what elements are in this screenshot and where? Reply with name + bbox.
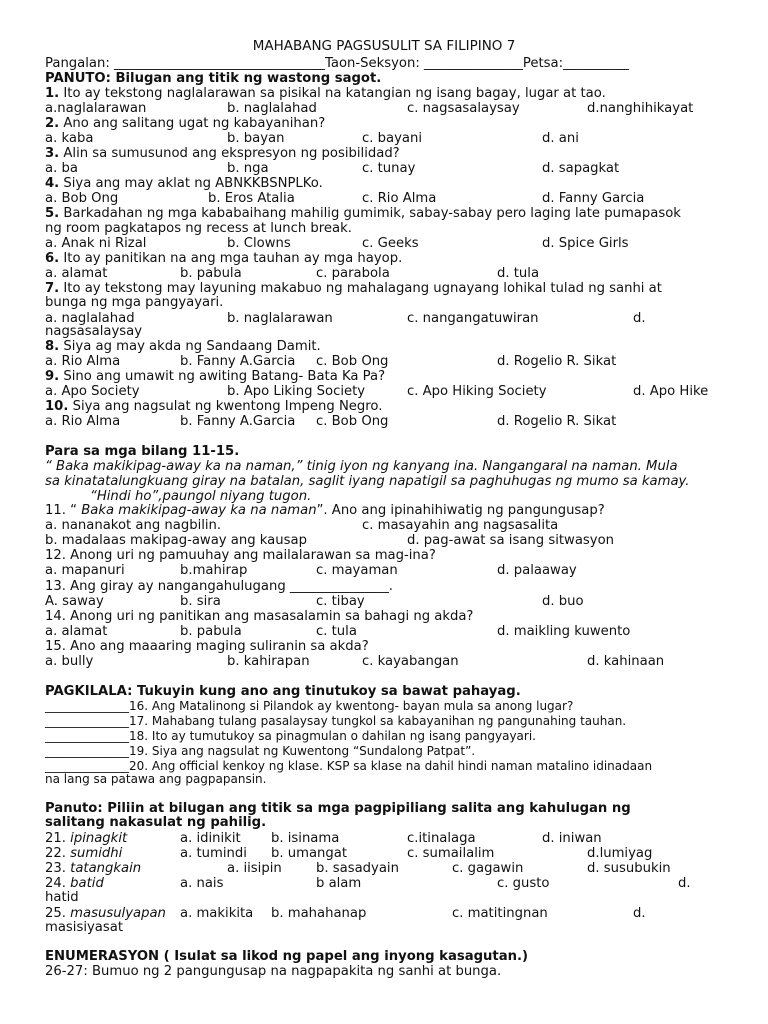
identification-item: ______________16. Ang Matalinong si Pilandok ay kwentong- bayan mula sa anong lugar? — [45, 699, 574, 713]
question-text: Siya ang may aklat ng ABNKKBSNPLKo. — [59, 176, 323, 191]
choice-b: b. Clowns — [227, 236, 291, 251]
choice-c: c. parabola — [316, 266, 390, 281]
choice-b: b. pabula — [180, 266, 242, 281]
vocab-word: 23. tatangkain — [45, 861, 142, 876]
choice-c: c. masayahin ang nagsasalita — [362, 518, 559, 533]
choice-d: d. susubukin — [587, 861, 671, 876]
choice-c: c. Apo Hiking Society — [407, 384, 547, 399]
choice-a: a. Anak ni Rizal — [45, 236, 147, 251]
choice-d: d.lumiyag — [587, 846, 653, 861]
passage-line-2: sa kinatatalungkuang giray na batalan, saglit iyang napatigil sa paghuhugas ng mumo sa kamay. — [45, 474, 690, 489]
question-8 — [45, 339, 321, 354]
choice-b: b alam — [316, 876, 362, 891]
question-number: 7. — [45, 281, 60, 296]
choice-a: a. alamat — [45, 624, 108, 639]
passage-line-3: “Hindi ho”,paungol niyang tugon. — [90, 489, 312, 504]
section-heading-vocabulary-continued: salitang nakasulat ng pahilig. — [45, 815, 267, 830]
question-number: 11. “ — [45, 503, 82, 518]
choice-b: b. nga — [227, 161, 269, 176]
choice-c: c. tula — [316, 624, 357, 639]
choice-d: d. Rogelio R. Sikat — [497, 414, 617, 429]
choice-d: d. — [633, 311, 646, 326]
choice-c: c. nagsasalaysay — [407, 101, 520, 116]
question-2 — [45, 116, 325, 131]
question-15: 15. Ano ang maaaring maging suliranin sa akda? — [45, 639, 369, 654]
question-3 — [45, 146, 400, 161]
choice-c: c. gusto — [497, 876, 550, 891]
choice-d-continued: nagsasalaysay — [45, 324, 143, 339]
choice-d: d. — [678, 876, 691, 891]
choice-a: a. Rio Alma — [45, 354, 121, 369]
section-heading-enumeration: ENUMERASYON ( Isulat sa likod ng papel ang inyong kasagutan.) — [45, 949, 529, 964]
question-5 — [45, 206, 681, 221]
question-14: 14. Anong uri ng panitikan ang masasalamin sa bahagi ng akda? — [45, 609, 474, 624]
exam-title: MAHABANG PAGSUSULIT SA FILIPINO 7 — [252, 38, 516, 54]
question-7 — [45, 281, 662, 296]
question-text: Ito ay panitikan na ang mga tauhan ay mga hayop. — [59, 251, 403, 266]
choice-b: b. kahirapan — [227, 654, 310, 669]
identification-item: ______________17. Mahabang tulang pasalaysay tungkol sa kabayanihan ng pangunahing tauhan. — [45, 714, 627, 728]
choice-a: a. mapanuri — [45, 563, 125, 578]
choice-d: d. palaaway — [497, 563, 577, 578]
choice-d: d. iniwan — [542, 831, 602, 846]
question-13: 13. Ang giray ay nangangahulugang _______________. — [45, 579, 393, 594]
choice-c: c. kayabangan — [362, 654, 459, 669]
choice-d: d. tula — [497, 266, 540, 281]
choice-a: a. naglalahad — [45, 311, 135, 326]
choice-b: b. madalaas makipag-away ang kausap — [45, 533, 307, 548]
choice-a: A. saway — [45, 594, 104, 609]
question-number: 8. — [45, 339, 60, 354]
choice-b: b. Apo Liking Society — [227, 384, 366, 399]
choice-b: b. sira — [180, 594, 221, 609]
choice-a: a. makikita — [180, 906, 254, 921]
question-text: Siya ang nagsulat ng kwentong Impeng Negro. — [68, 399, 383, 414]
choice-d: d. Rogelio R. Sikat — [497, 354, 617, 369]
quoted-sentence: Baka makikipag-away ka na naman — [81, 503, 317, 518]
choice-c: c.itinalaga — [407, 831, 476, 846]
section-heading-passage: Para sa mga bilang 11-15. — [45, 444, 240, 459]
choice-b: b. naglalahad — [227, 101, 317, 116]
choice-b: b. Fanny A.Garcia — [180, 354, 296, 369]
choice-c: c. Bob Ong — [316, 354, 389, 369]
question-number: 1. — [45, 86, 60, 101]
section-heading-vocabulary: Panuto: Piliin at bilugan ang titik sa mga pagpipiliang salita ang kahulugan ng — [45, 801, 631, 816]
question-number: 9. — [45, 369, 60, 384]
question-text: Ito ay tekstong may layuning makabuo ng mahalagang ugnayang lohikal tulad ng sanhi at — [59, 281, 662, 296]
choice-b: b. Eros Atalia — [208, 191, 295, 206]
question-number: 5. — [45, 206, 60, 221]
question-6 — [45, 251, 402, 266]
instruction-heading: PANUTO: Bilugan ang titik ng wastong sagot. — [45, 71, 382, 86]
question-number: 2. — [45, 116, 60, 131]
question-text: Barkadahan ng mga kababaihang mahilig gumimik, sabay-sabay pero laging late pumapasok — [59, 206, 681, 221]
choice-a: a.naglalarawan — [45, 101, 147, 116]
choice-b: b.mahirap — [180, 563, 248, 578]
question-9 — [45, 369, 385, 384]
question-number: 3. — [45, 146, 60, 161]
choice-d: d. sapagkat — [542, 161, 620, 176]
question-text: Siya ag may akda ng Sandaang Damit. — [59, 339, 321, 354]
question-10 — [45, 399, 382, 414]
header-fields: Pangalan: ________________________________Taon-Seksyon: _______________Petsa:__________ — [45, 56, 629, 71]
choice-d: d. kahinaan — [587, 654, 665, 669]
question-7-continued: bunga ng mga pangyayari. — [45, 295, 224, 310]
choice-d: d. — [633, 906, 646, 921]
choice-c: c. gagawin — [452, 861, 524, 876]
question-number: 6. — [45, 251, 60, 266]
choice-c: c. nangangatuwiran — [407, 311, 539, 326]
choice-b: b. Fanny A.Garcia — [180, 414, 296, 429]
choice-b: b. naglalarawan — [227, 311, 333, 326]
question-text: Ano ang salitang ugat ng kabayanihan? — [59, 116, 326, 131]
choice-c: c. tibay — [316, 594, 365, 609]
question-text: Sino ang umawit ng awiting Batang- Bata Ka Pa? — [59, 369, 386, 384]
identification-item: ______________19. Siya ang nagsulat ng Kuwentong “Sundalong Patpat”. — [45, 744, 476, 758]
question-12: 12. Anong uri ng pamuuhay ang mailalarawan sa mag-ina? — [45, 548, 436, 563]
enumeration-item: 26-27: Bumuo ng 2 pangungusap na nagpapakita ng sanhi at bunga. — [45, 964, 502, 979]
choice-d: d.nanghihikayat — [587, 101, 694, 116]
identification-item: ______________18. Ito ay tumutukoy sa pinagmulan o dahilan ng isang pangyayari. — [45, 729, 536, 743]
choice-a: a. nananakot ang nagbilin. — [45, 518, 222, 533]
choice-c: c. tunay — [362, 161, 416, 176]
question-5-continued: ng room pagkatapos ng recess at lunch break. — [45, 221, 352, 236]
choice-c: c. Bob Ong — [316, 414, 389, 429]
passage-line-1: “ Baka makikipag-away ka na naman,” tinig iyon ng kanyang ina. Nangangaral na naman. Mula — [45, 459, 678, 474]
vocab-word: 25. masusulyapan — [45, 906, 166, 921]
choice-d: d. Apo Hike — [633, 384, 709, 399]
choice-a: a. nais — [180, 876, 224, 891]
choice-a: a. tumindi — [180, 846, 247, 861]
choice-c: c. Geeks — [362, 236, 419, 251]
question-text: Alin sa sumusunod ang ekspresyon ng posibilidad? — [59, 146, 400, 161]
vocab-word: 22. sumidhi — [45, 846, 123, 861]
choice-b: b. umangat — [271, 846, 348, 861]
choice-d: d. buo — [542, 594, 584, 609]
question-1 — [45, 86, 606, 101]
choice-d: d. pag-awat sa isang sitwasyon — [407, 533, 615, 548]
choice-d-continued: masisiyasat — [45, 920, 124, 935]
choice-a: a. alamat — [45, 266, 108, 281]
identification-item-continued: na lang sa patawa ang pagpapansin. — [45, 772, 267, 786]
choice-c: c. Rio Alma — [362, 191, 437, 206]
question-11 — [45, 503, 605, 518]
choice-a: a. idinikit — [180, 831, 241, 846]
choice-a: a. kaba — [45, 131, 94, 146]
choice-a: a. Bob Ong — [45, 191, 119, 206]
choice-c: c. mayaman — [316, 563, 398, 578]
choice-a: a. iisipin — [227, 861, 282, 876]
vocab-word: 21. ipinagkit — [45, 831, 128, 846]
choice-b: b. isinama — [271, 831, 340, 846]
choice-d-continued: hatid — [45, 890, 79, 905]
question-4 — [45, 176, 323, 191]
choice-b: b. pabula — [180, 624, 242, 639]
choice-b: b. mahahanap — [271, 906, 367, 921]
vocab-word: 24. batid — [45, 876, 104, 891]
choice-c: c. matitingnan — [452, 906, 548, 921]
choice-d: d. maikling kuwento — [497, 624, 631, 639]
choice-d: d. Fanny Garcia — [542, 191, 645, 206]
choice-c: c. sumailalim — [407, 846, 495, 861]
choice-d: d. ani — [542, 131, 579, 146]
question-text: Ito ay tekstong naglalarawan sa pisikal na katangian ng isang bagay, lugar at tao. — [59, 86, 606, 101]
section-heading-pagkilala: PAGKILALA: Tukuyin kung ano ang tinutukoy sa bawat pahayag. — [45, 684, 521, 699]
choice-a: a. bully — [45, 654, 94, 669]
question-number: 4. — [45, 176, 60, 191]
choice-c: c. bayani — [362, 131, 422, 146]
choice-a: a. Apo Society — [45, 384, 140, 399]
choice-b: b. sasadyain — [316, 861, 399, 876]
question-number: 10. — [45, 399, 69, 414]
choice-d: d. Spice Girls — [542, 236, 629, 251]
identification-item: ______________20. Ang official kenkoy ng klase. KSP sa klase na dahil hindi naman matalino idinadaan — [45, 759, 653, 773]
choice-a: a. ba — [45, 161, 78, 176]
choice-a: a. Rio Alma — [45, 414, 121, 429]
choice-b: b. bayan — [227, 131, 285, 146]
question-text: ”. Ano ang ipinahihiwatig ng pangungusap? — [316, 503, 605, 518]
